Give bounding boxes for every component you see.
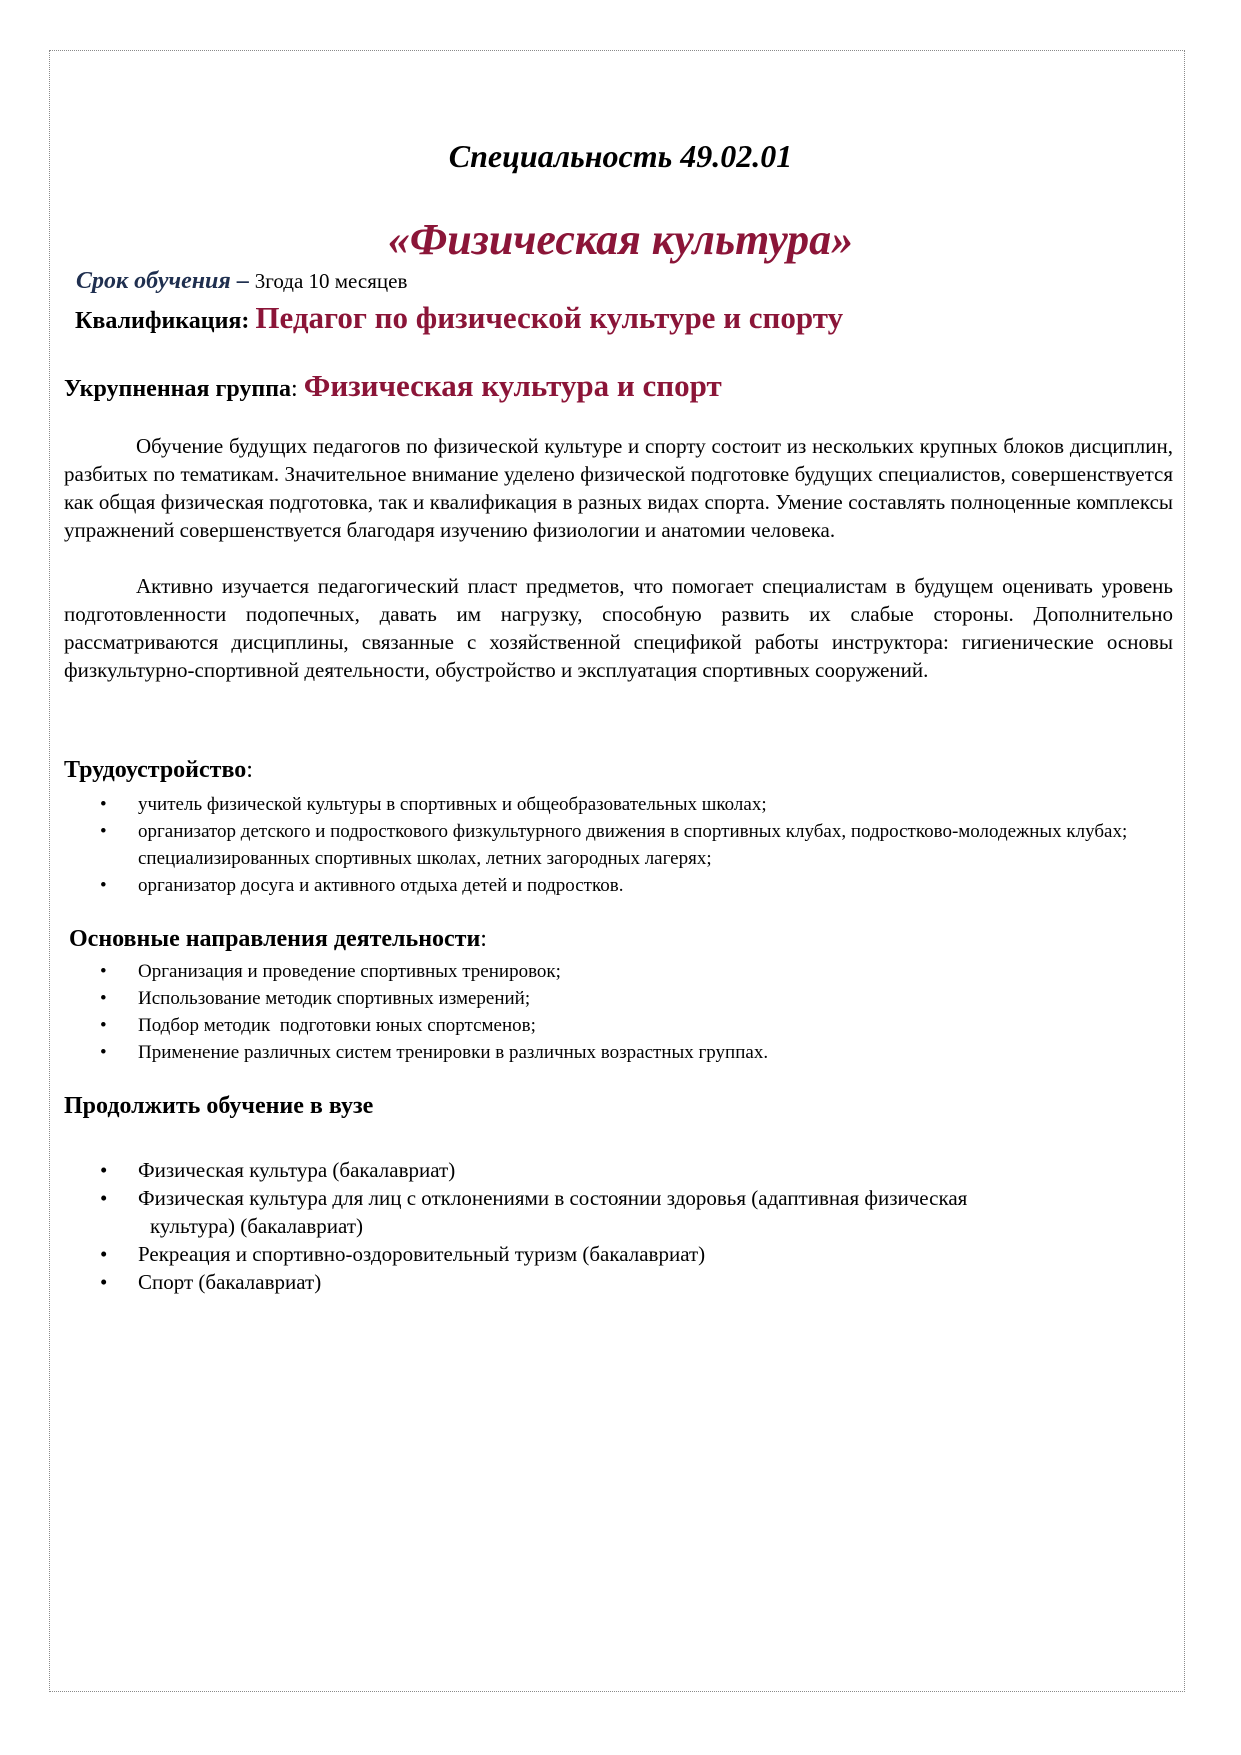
- list-item: [100, 1240, 1178, 1268]
- qualification-value: Педагог по физической культуре и спорту: [255, 300, 844, 335]
- bullet-icon: •: [100, 1158, 108, 1182]
- continue-education-list: [100, 1156, 1178, 1296]
- continue-education-heading: Продолжить обучение в вузе: [64, 1093, 374, 1119]
- list-item: [100, 1012, 1178, 1039]
- directions-heading-colon: :: [480, 926, 487, 952]
- group-colon: :: [291, 376, 304, 402]
- directions-heading: [69, 926, 487, 953]
- list-item-text: Подбор методик подготовки юных спортсменов;: [138, 1015, 536, 1036]
- description-paragraph-1: Обучение будущих педагогов по физической культуре и спорту состоит из нескольких крупных блоков дисциплин, разбитых по тематикам. Значительное внимание уделено физической подготовке будущих специалистов, совершенствуется как общая физическая подготовка, так и квалификация в разных видах спорта. Умение составлять полноценные комплексы упражнений совершенствуется благодаря изучению физиологии и анатомии человека.: [64, 434, 1173, 542]
- list-item: [100, 791, 1178, 818]
- list-item-text: учитель физической культуры в спортивных и общеобразовательных школах;: [138, 794, 767, 815]
- bullet-icon: •: [100, 1242, 108, 1266]
- list-item-text: Рекреация и спортивно-оздоровительный туризм (бакалавриат): [138, 1242, 706, 1266]
- directions-heading-text: Основные направления деятельности: [69, 926, 481, 952]
- bullet-icon: •: [100, 1270, 108, 1294]
- list-item-text: организатор досуга и активного отдыха детей и подростков.: [138, 875, 624, 896]
- employment-list: [100, 791, 1178, 899]
- study-term-value: 3года 10 месяцев: [254, 269, 408, 293]
- directions-list: [100, 958, 1178, 1066]
- list-item-continuation: культура) (бакалавриат): [150, 1214, 363, 1238]
- list-item: [100, 1039, 1178, 1066]
- bullet-icon: •: [100, 961, 107, 982]
- list-item: [100, 985, 1178, 1012]
- list-item-text: Физическая культура для лиц с отклонениями в состоянии здоровья (адаптивная физическая: [138, 1186, 968, 1210]
- list-item-text: Организация и проведение спортивных тренировок;: [138, 961, 561, 982]
- bullet-icon: •: [100, 1186, 108, 1210]
- list-item-text: Применение различных систем тренировки в различных возрастных группах.: [138, 1042, 769, 1063]
- specialty-heading: Специальность 49.02.01: [448, 138, 793, 174]
- list-item: [100, 958, 1178, 985]
- study-term: [76, 268, 407, 295]
- enlarged-group: [64, 368, 722, 404]
- list-item: [100, 1184, 1178, 1240]
- list-item-text: Спорт (бакалавриат): [138, 1270, 322, 1294]
- employment-heading-text: Трудоустройство: [64, 757, 247, 783]
- employment-heading-colon: :: [246, 757, 253, 783]
- list-item: [100, 872, 1178, 899]
- bullet-icon: •: [100, 821, 107, 842]
- list-item-text: Использование методик спортивных измерений;: [138, 988, 531, 1009]
- list-item: [100, 1268, 1178, 1296]
- list-item: [100, 818, 1178, 872]
- group-label: Укрупненная группа: [64, 376, 292, 402]
- bullet-icon: •: [100, 875, 107, 896]
- bullet-icon: •: [100, 1042, 107, 1063]
- program-title: «Физическая культура»: [387, 215, 854, 264]
- list-item: [100, 1156, 1178, 1184]
- bullet-icon: •: [100, 988, 107, 1009]
- employment-heading: [64, 757, 253, 784]
- study-term-label: Срок обучения: [76, 268, 231, 294]
- list-item-text: Физическая культура (бакалавриат): [138, 1158, 456, 1182]
- study-term-dash: –: [230, 268, 255, 294]
- qualification-label: Квалификация:: [75, 308, 256, 334]
- group-value: Физическая культура и спорт: [303, 368, 722, 403]
- bullet-icon: •: [100, 794, 107, 815]
- description-paragraph-2: Активно изучается педагогический пласт предметов, что помогает специалистам в будущем оценивать уровень подготовленности подопечных, давать им нагрузку, способную развить их слабые стороны. Дополнительно рассматриваются дисциплины, связанные с хозяйственной спецификой работы инструктора: гигиенические основы физкультурно-спортивной деятельности, обустройство и эксплуатация спортивных сооружений.: [64, 574, 1173, 682]
- qualification: [75, 300, 843, 336]
- list-item-text: организатор детского и подросткового физкультурного движения в спортивных клубах, подростково-молодежных клубах; специализированных спортивных школах, летних загородных лагерях;: [138, 821, 1128, 869]
- bullet-icon: •: [100, 1015, 107, 1036]
